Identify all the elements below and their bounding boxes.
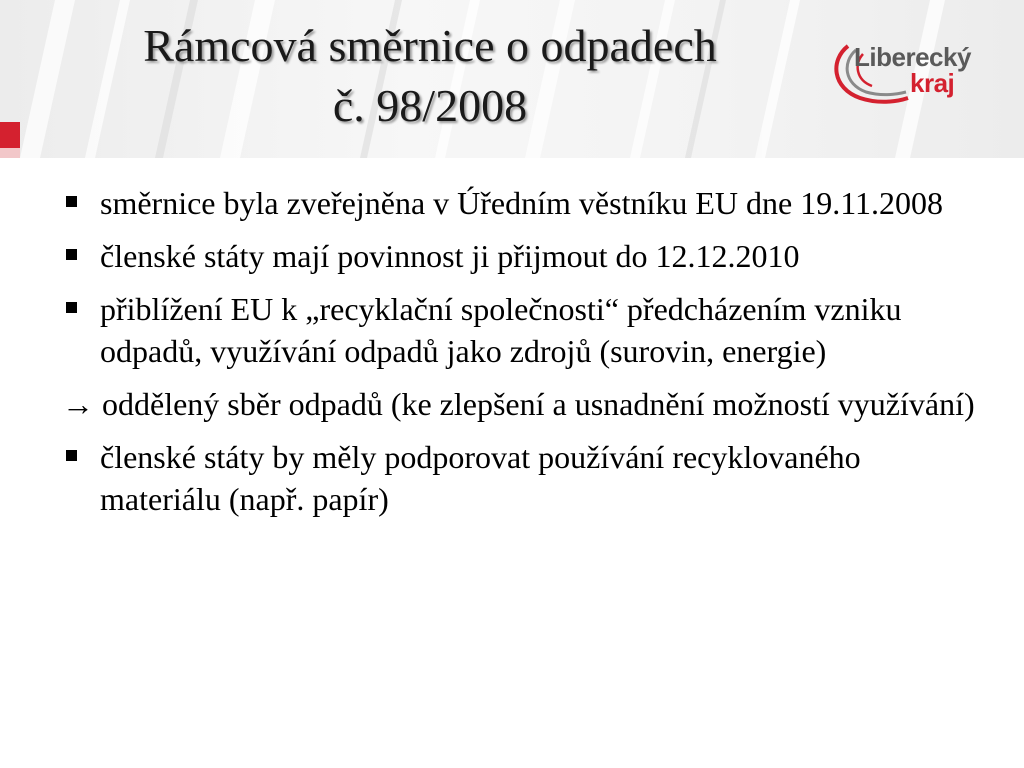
list-item	[62, 288, 982, 372]
logo-text-liberecky: Liberecký	[854, 42, 971, 72]
slide-title	[0, 16, 860, 136]
arrow-list-item	[62, 383, 982, 425]
list-item-text: členské státy mají povinnost ji přijmout do 12.12.2010	[100, 238, 800, 274]
list-item-text: přiblížení EU k „recyklační společnosti“ předcházením vzniku odpadů, využívání odpadů jako zdrojů (surovin, energie)	[100, 291, 902, 369]
list-item	[62, 235, 982, 277]
bullet-list	[62, 182, 982, 531]
title-line-1: Rámcová směrnice o odpadech	[143, 20, 717, 71]
list-item-text: směrnice byla zveřejněna v Úředním věstníku EU dne 19.11.2008	[100, 185, 944, 221]
logo-text-kraj: kraj	[910, 68, 955, 98]
list-item	[62, 436, 982, 520]
square-bullet-icon	[66, 450, 77, 461]
header-band	[0, 0, 1024, 158]
square-bullet-icon	[66, 249, 77, 260]
square-bullet-icon	[66, 302, 77, 313]
list-item-text: → oddělený sběr odpadů (ke zlepšení a usnadnění možností využívání)	[62, 386, 975, 422]
list-item	[62, 182, 982, 224]
square-bullet-icon	[66, 196, 77, 207]
title-line-2: č. 98/2008	[332, 80, 528, 131]
list-item-text: členské státy by měly podporovat používání recyklovaného materiálu (např. papír)	[100, 439, 861, 517]
liberecky-kraj-logo	[826, 40, 996, 110]
